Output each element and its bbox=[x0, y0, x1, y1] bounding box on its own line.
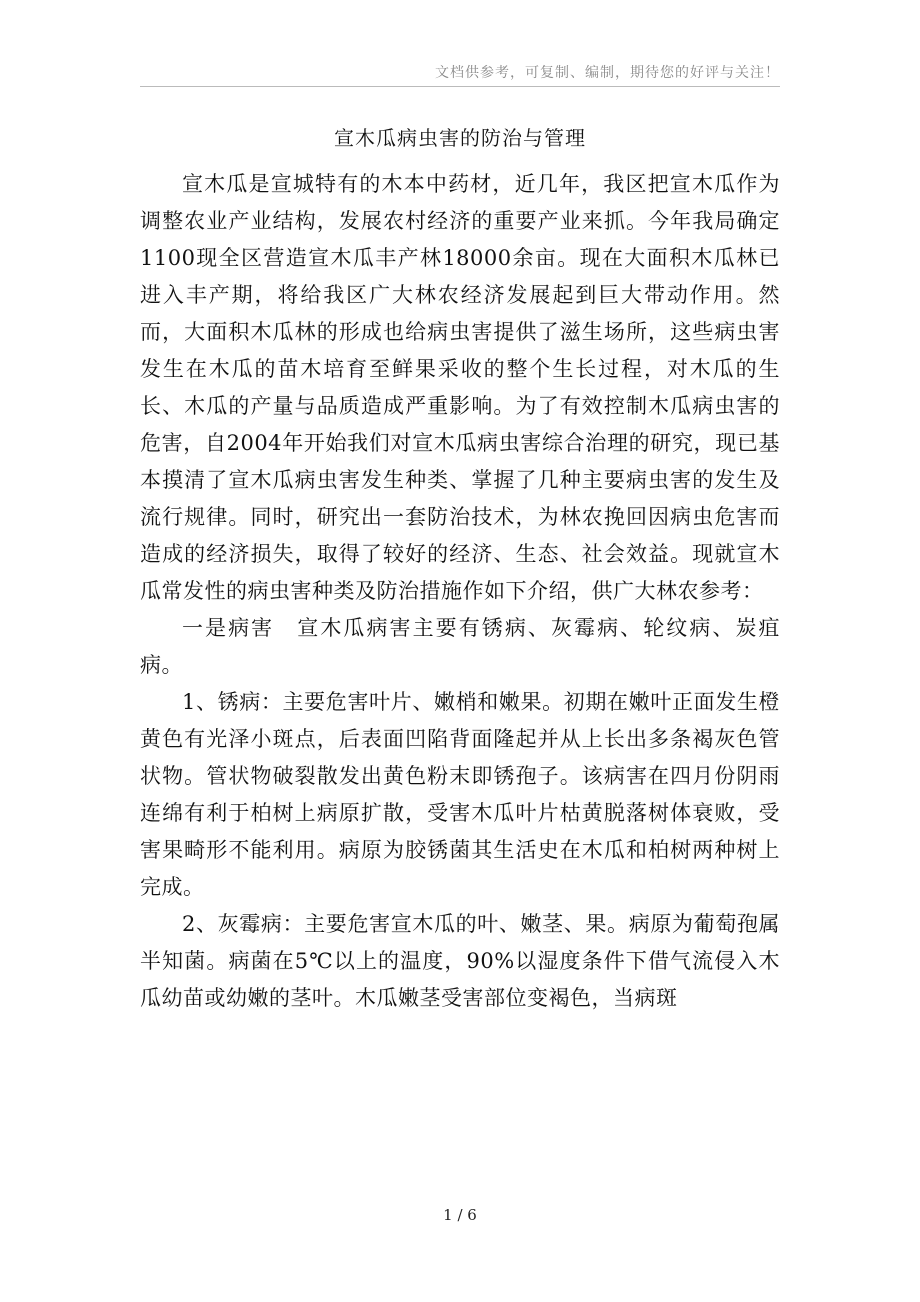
page-number: 1 / 6 bbox=[443, 1206, 477, 1224]
document-title: 宣木瓜病虫害的防治与管理 bbox=[334, 126, 586, 150]
gray-mold-paragraph: 2、灰霉病：主要危害宣木瓜的叶、嫩茎、果。病原为葡萄孢属半知菌。病菌在5℃以上的温度，90%以湿度条件下借气流侵入木瓜幼苗或幼嫩的茎叶。木瓜嫩茎受害部位变褐色，当病斑 bbox=[140, 912, 780, 1010]
header-note: 文档供参考，可复制、编制，期待您的好评与关注！ bbox=[435, 65, 780, 81]
document-body bbox=[140, 166, 780, 1017]
disease-heading-paragraph: 一是病害 宣木瓜病害主要有锈病、灰霉病、轮纹病、炭疽病。 bbox=[140, 616, 780, 677]
header-rule bbox=[140, 86, 780, 87]
intro-paragraph: 宣木瓜是宣城特有的木本中药材，近几年，我区把宣木瓜作为调整农业产业结构，发展农村经济的重要产业来抓。今年我局确定1100现全区营造宣木瓜丰产林18000余亩。现在大面积木瓜林已进入丰产期，将给我区广大林农经济发展起到巨大带动作用。然而，大面积木瓜林的形成也给病虫害提供了滋生场所，这些病虫害发生在木瓜的苗木培育至鲜果采收的整个生长过程，对木瓜的生长、木瓜的产量与品质造成严重影响。为了有效控制木瓜病虫害的危害，自2004年开始我们对宣木瓜病虫害综合治理的研究，现已基本摸清了宣木瓜病虫害发生种类、掌握了几种主要病虫害的发生及流行规律。同时，研究出一套防治技术，为林农挽回因病虫危害而造成的经济损失，取得了较好的经济、生态、社会效益。现就宣木瓜常发性的病虫害种类及防治措施作如下介绍，供广大林农参考： bbox=[140, 172, 780, 603]
rust-disease-paragraph: 1、锈病：主要危害叶片、嫩梢和嫩果。初期在嫩叶正面发生橙黄色有光泽小斑点，后表面凹陷背面隆起并从上长出多条褐灰色管状物。管状物破裂散发出黄色粉末即锈孢子。该病害在四月份阴雨连绵有利于柏树上病原扩散，受害木瓜叶片枯黄脱落树体衰败，受害果畸形不能利用。病原为胶锈菌其生活史在木瓜和柏树两种树上完成。 bbox=[140, 690, 780, 899]
